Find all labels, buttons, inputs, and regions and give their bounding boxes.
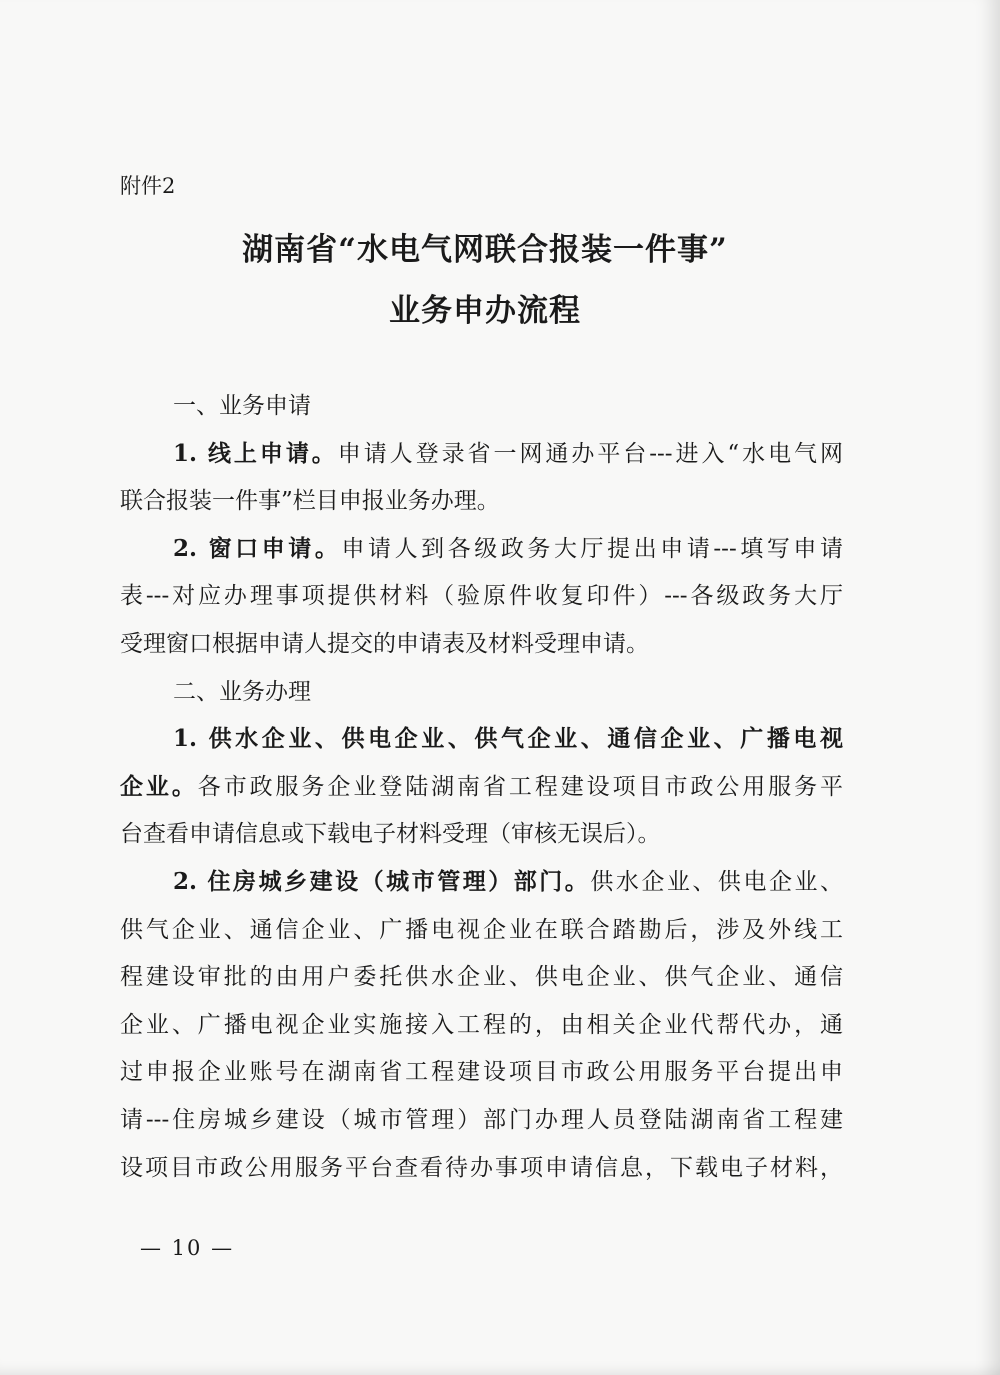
line-text: 程建设审批的由用户委托供水企业、供电企业、供气企业、通信 — [120, 964, 843, 991]
document-body — [120, 382, 843, 1191]
line-text: 表---对应办理事项提供材料（验原件收复印件）---各级政务大厅 — [120, 583, 843, 610]
line-text: 受理窗口根据申请人提交的申请表及材料受理申请。 — [120, 630, 649, 657]
text-line — [120, 1096, 843, 1144]
bold-lead: 2. 窗口申请。 — [173, 534, 342, 562]
bold-lead: 2. 住房城乡建设（城市管理）部门。 — [173, 867, 591, 895]
text-line — [120, 810, 843, 858]
text-line — [120, 430, 843, 478]
line-text: 企业、广播电视企业实施接入工程的，由相关企业代帮代办，通 — [120, 1011, 843, 1038]
text-line — [120, 620, 843, 668]
text-line — [120, 953, 843, 1001]
text-line — [120, 477, 843, 525]
document-title-line1: 湖南省“水电气网联合报装一件事” — [242, 232, 728, 268]
line-text: 请---住房城乡建设（城市管理）部门办理人员登陆湖南省工程建 — [120, 1106, 843, 1133]
line-text: 过申报企业账号在湖南省工程建设项目市政公用服务平台提出申 — [120, 1059, 843, 1086]
line-text: 各市政服务企业登陆湖南省工程建设项目市政公用服务平 — [197, 773, 843, 800]
text-line — [120, 858, 843, 906]
text-line — [120, 1048, 843, 1096]
text-line — [120, 715, 843, 763]
line-text: 供水企业、供电企业、 — [590, 868, 843, 895]
line-text: 供气企业、通信企业、广播电视企业在联合踏勘后，涉及外线工 — [120, 916, 843, 943]
text-line — [120, 1144, 843, 1192]
line-text: 申请人到各级政务大厅提出申请---填写申请 — [341, 535, 843, 562]
line-text: 申请人登录省一网通办平台---进入“水电气网 — [337, 440, 843, 467]
text-line — [120, 906, 843, 954]
text-line — [120, 668, 843, 716]
text-line — [120, 525, 843, 573]
line-text: 联合报装一件事”栏目申报业务办理。 — [120, 488, 500, 515]
bold-lead: 1. 线上申请。 — [173, 439, 338, 467]
text-line — [120, 572, 843, 620]
document-title-line2: 业务申办流程 — [389, 293, 581, 329]
line-text: 台查看申请信息或下载电子材料受理（审核无误后）。 — [120, 821, 661, 848]
text-line — [120, 382, 843, 430]
line-text: 设项目市政公用服务平台查看待办事项申请信息，下载电子材料， — [120, 1154, 843, 1181]
page-number: — 10 — — [140, 1236, 235, 1260]
attachment-label: 附件2 — [120, 174, 176, 198]
line-text: 二、业务办理 — [173, 678, 311, 705]
text-line — [120, 763, 843, 811]
line-text: 一、业务申请 — [173, 393, 311, 419]
bold-lead: 1. 供水企业、供电企业、供气企业、通信企业、广播电视 — [173, 725, 843, 753]
text-line — [120, 1001, 843, 1049]
bold-lead: 企业。 — [120, 772, 198, 800]
